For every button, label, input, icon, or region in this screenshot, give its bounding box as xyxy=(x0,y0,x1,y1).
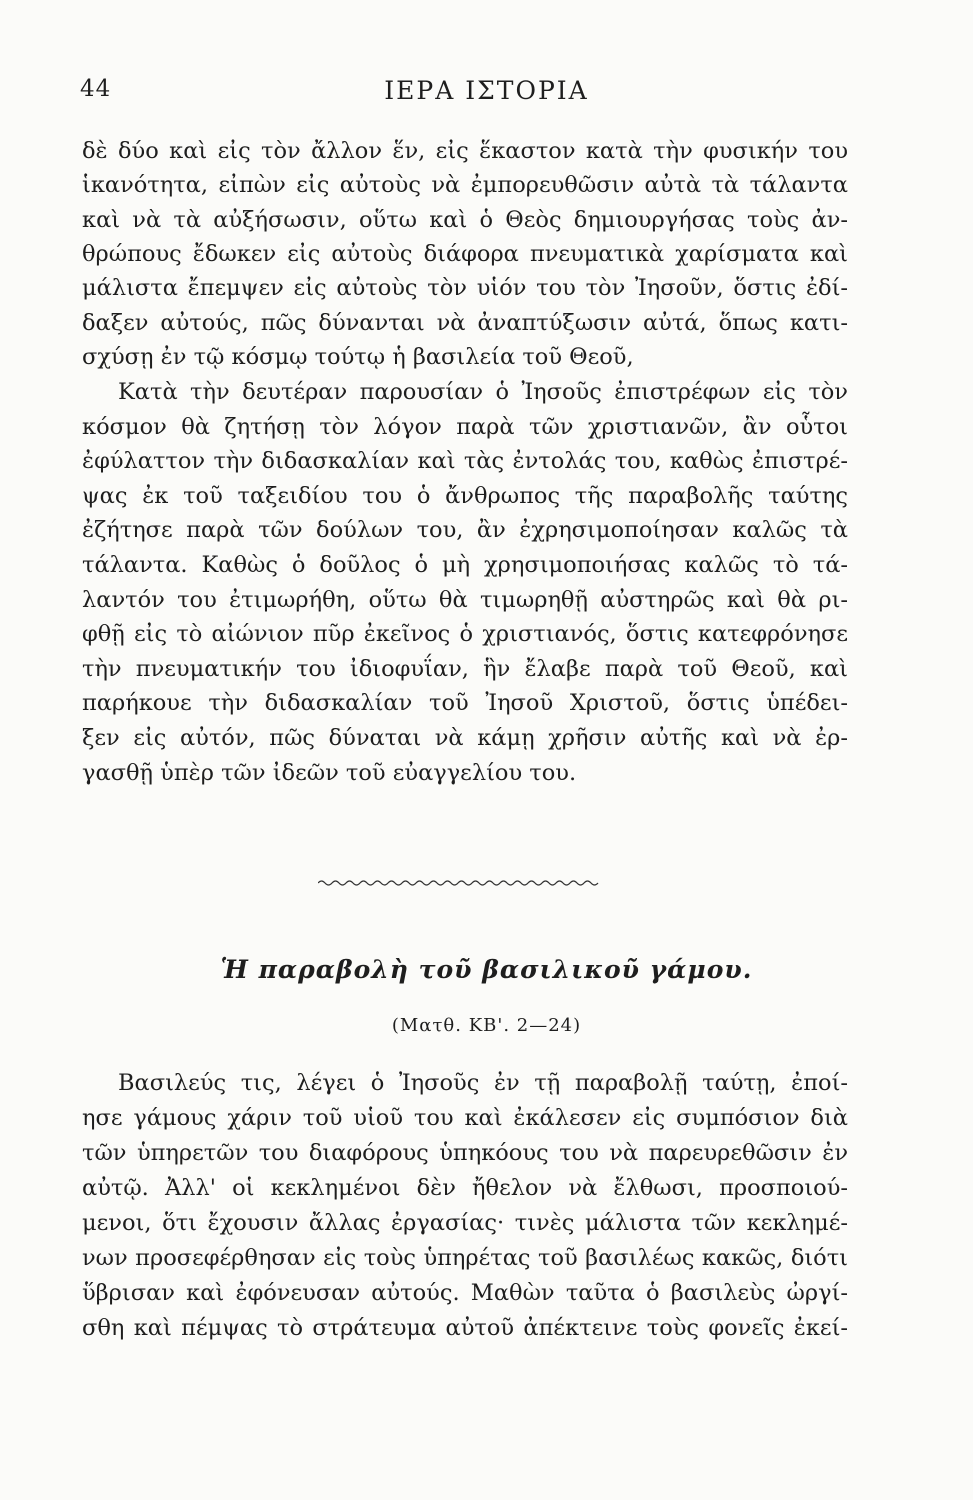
section-title: Ἡ παραβολὴ τοῦ βασιλικοῦ γάμου. xyxy=(220,955,753,984)
text-line: τὴν πνευματικήν του ἰδιοφυΐαν, ἣν ἔλαβε παρὰ τοῦ Θεοῦ, καὶ xyxy=(82,656,848,682)
text-line: δαξεν αὐτούς, πῶς δύνανται νὰ ἀναπτύξωσιν αὐτά, ὅπως κατι- xyxy=(82,310,848,336)
page-number: 44 xyxy=(80,76,112,102)
text-line: ψας ἐκ τοῦ ταξειδίου του ὁ ἄνθρωπος τῆς παραβολῆς ταύτης xyxy=(82,483,848,509)
text-line: τάλαντα. Καθὼς ὁ δοῦλος ὁ μὴ χρησιμοποιήσας καλῶς τὸ τά- xyxy=(82,552,848,578)
text-line: ἐφύλαττον τὴν διδασκαλίαν καὶ τὰς ἐντολάς του, καθὼς ἐπιστρέ- xyxy=(82,448,848,474)
text-line: κόσμον θὰ ζητήσῃ τὸν λόγον παρὰ τῶν χριστιανῶν, ἂν οὗτοι xyxy=(82,414,848,440)
text-line: σχύσῃ ἐν τῷ κόσμῳ τούτῳ ἡ βασιλεία τοῦ Θεοῦ, xyxy=(82,344,634,370)
text-line: σθη καὶ πέμψας τὸ στράτευμα αὐτοῦ ἀπέκτεινε τοὺς φονεῖς ἐκεί- xyxy=(82,1315,848,1341)
text-line: παρήκουε τὴν διδασκαλίαν τοῦ Ἰησοῦ Χριστοῦ, ὅστις ὑπέδει- xyxy=(82,690,848,716)
text-line: ἱκανότητα, εἰπὼν εἰς αὐτοὺς νὰ ἐμπορευθῶσιν αὐτὰ τὰ τάλαντα xyxy=(82,172,848,198)
text-line: αὐτῷ. Ἀλλ' οἱ κεκλημένοι δὲν ἤθελον νὰ ἔλθωσι, προσποιού- xyxy=(82,1175,848,1201)
text-line: νων προσεφέρθησαν εἰς τοὺς ὑπηρέτας τοῦ βασιλέως κακῶς, διότι xyxy=(82,1245,848,1271)
text-line: γασθῇ ὑπὲρ τῶν ἰδεῶν τοῦ εὐαγγελίου του. xyxy=(82,760,577,786)
text-line: μενοι, ὅτι ἔχουσιν ἄλλας ἐργασίας· τινὲς μάλιστα τῶν κεκλημέ- xyxy=(82,1210,848,1236)
running-title: ΙΕΡΑ ΙΣΤΟΡΙΑ xyxy=(384,76,589,105)
text-line: ξεν εἰς αὐτόν, πῶς δύναται νὰ κάμῃ χρῆσιν αὐτῆς καὶ νὰ ἐρ- xyxy=(82,725,848,751)
text-line: δὲ δύο καὶ εἰς τὸν ἄλλον ἕν, εἰς ἕκαστον κατὰ τὴν φυσικήν του xyxy=(82,138,848,164)
text-line: θρώπους ἔδωκεν εἰς αὐτοὺς διάφορα πνευματικὰ χαρίσματα καὶ xyxy=(82,241,848,267)
text-line: ἐζήτησε παρὰ τῶν δούλων του, ἂν ἐχρησιμοποίησαν καλῶς τὰ xyxy=(82,517,848,543)
scripture-reference: (Ματθ. ΚΒ'. 2—24) xyxy=(391,1015,582,1036)
text-line: Κατὰ τὴν δευτέραν παρουσίαν ὁ Ἰησοῦς ἐπιστρέφων εἰς τὸν xyxy=(118,379,848,405)
text-line: λαντόν του ἐτιμωρήθη, οὕτω θὰ τιμωρηθῇ αὐστηρῶς καὶ θὰ ρι- xyxy=(82,587,848,613)
text-line: τῶν ὑπηρετῶν του διαφόρους ὑπηκόους του νὰ παρευρεθῶσιν ἐν xyxy=(82,1140,848,1166)
text-line: καὶ νὰ τὰ αὐξήσωσιν, οὕτω καὶ ὁ Θεὸς δημιουργήσας τοὺς ἀν- xyxy=(82,207,848,233)
text-line: ὕβρισαν καὶ ἐφόνευσαν αὐτούς. Μαθὼν ταῦτα ὁ βασιλεὺς ὠργί- xyxy=(82,1280,848,1306)
text-line: Βασιλεύς τις, λέγει ὁ Ἰησοῦς ἐν τῇ παραβολῇ ταύτῃ, ἐποί- xyxy=(118,1070,848,1096)
text-line: φθῇ εἰς τὸ αἰώνιον πῦρ ἐκεῖνος ὁ χριστιανός, ὅστις κατεφρόνησε xyxy=(82,621,848,647)
text-line: ησε γάμους χάριν τοῦ υἱοῦ του καὶ ἐκάλεσεν εἰς συμπόσιον διὰ xyxy=(82,1105,848,1131)
wavy-divider xyxy=(318,879,600,887)
text-line: μάλιστα ἔπεμψεν εἰς αὐτοὺς τὸν υἱόν του τὸν Ἰησοῦν, ὅστις ἐδί- xyxy=(82,275,848,301)
